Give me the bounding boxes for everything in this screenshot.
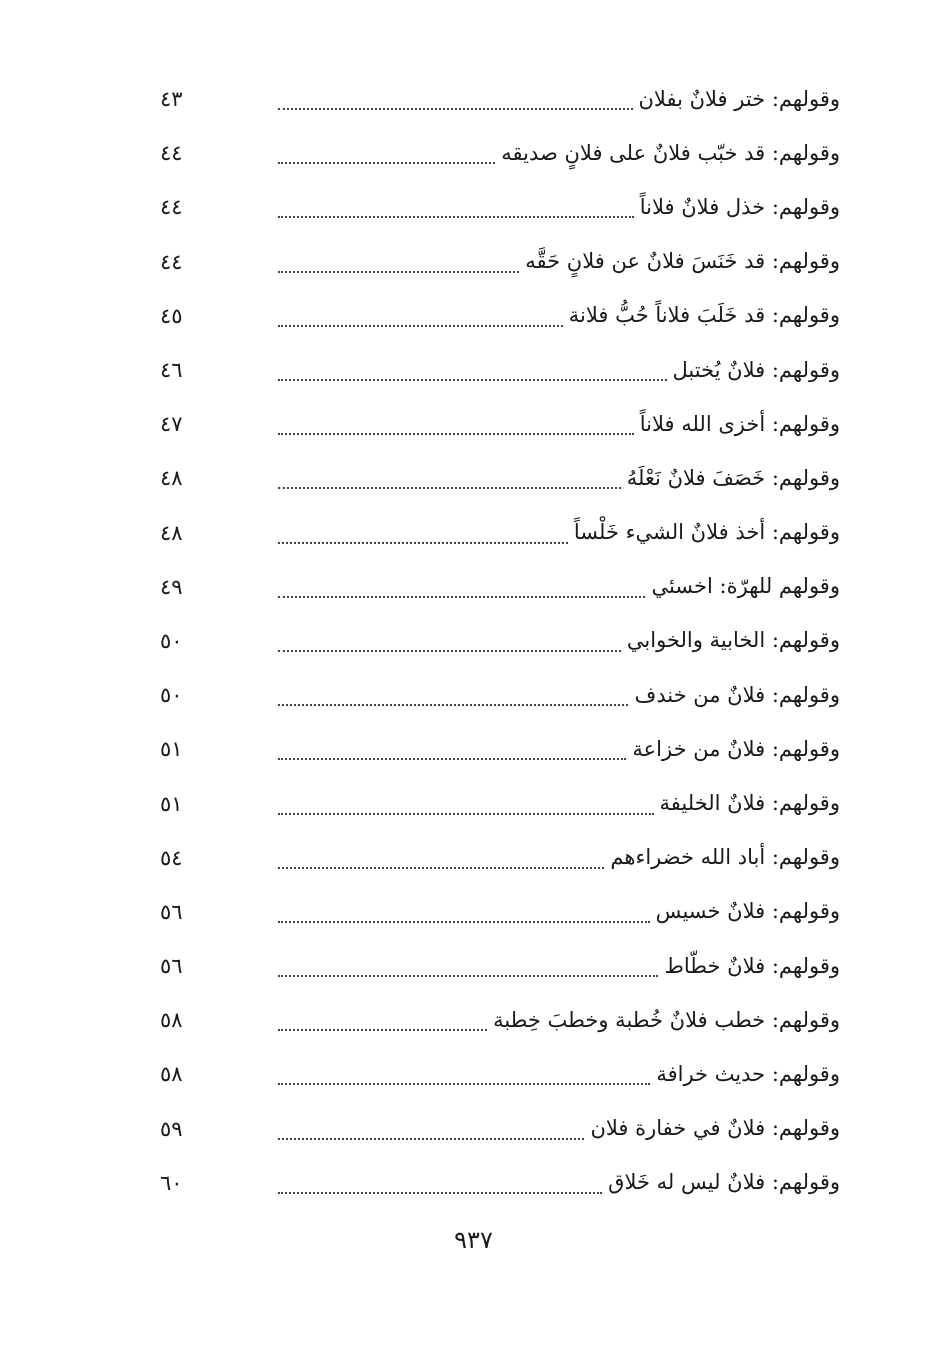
- toc-entry: [160, 831, 840, 885]
- toc-page-number: ٤٤: [160, 249, 183, 274]
- toc-page-number: ٤٤: [160, 195, 183, 220]
- toc-page-number: ٥٨: [160, 1062, 183, 1087]
- toc-entry-text: وقولهم: فلانٌ خطّاط: [664, 953, 840, 978]
- toc-entry-text: وقولهم: خَصَفَ فلانٌ نَعْلَهُ: [626, 465, 840, 490]
- toc-page-number: ٥١: [160, 791, 183, 816]
- toc-entry: [160, 668, 840, 722]
- toc-page-number: ٤٨: [160, 520, 183, 545]
- dotted-leader: [278, 1192, 602, 1194]
- dotted-leader: [278, 271, 519, 273]
- toc-entry: [160, 451, 840, 505]
- toc-entry: [160, 939, 840, 993]
- toc-page-number: ٥٦: [160, 899, 183, 924]
- toc-page-number: ٤٤: [160, 141, 183, 166]
- toc-page-number: ٥١: [160, 737, 183, 762]
- toc-entry: [160, 885, 840, 939]
- toc-entry-text: وقولهم: فلانٌ من خندف: [634, 682, 840, 707]
- dotted-leader: [278, 487, 621, 489]
- dotted-leader: [278, 704, 628, 706]
- dotted-leader: [278, 108, 633, 110]
- toc-entry: [160, 776, 840, 830]
- dotted-leader: [278, 975, 658, 977]
- toc-page-number: ٤٥: [160, 303, 183, 328]
- dotted-leader: [278, 542, 568, 544]
- toc-entry-text: وقولهم: فلانٌ من خزاعة: [632, 736, 840, 761]
- dotted-leader: [278, 921, 650, 923]
- toc-page-number: ٥٨: [160, 1008, 183, 1033]
- toc-entry: [160, 614, 840, 668]
- toc-page-number: ٥٠: [160, 683, 183, 708]
- toc-entry-text: وقولهم للهرّة: اخسئي: [651, 574, 840, 599]
- toc-entry-text: وقولهم: قد خبّب فلانٌ على فلانٍ صديقه: [501, 140, 840, 165]
- toc-page-number: ٤٣: [160, 87, 183, 112]
- toc-entry: [160, 993, 840, 1047]
- toc-entry-text: وقولهم: حديث خرافة: [656, 1061, 840, 1086]
- toc-entry-text: وقولهم: ختر فلانٌ بفلان: [638, 86, 840, 111]
- toc-entry-text: وقولهم: فلانٌ ليس له خَلاق: [608, 1170, 840, 1195]
- toc-entry: [160, 397, 840, 451]
- toc-page-number: ٥٩: [160, 1116, 183, 1141]
- toc-page-number: ٥٤: [160, 845, 183, 870]
- dotted-leader: [278, 325, 563, 327]
- toc-entry: [160, 72, 840, 126]
- dotted-leader: [278, 596, 645, 598]
- toc-entry: [160, 235, 840, 289]
- dotted-leader: [278, 867, 604, 869]
- dotted-leader: [278, 650, 621, 652]
- toc-entry-text: وقولهم: فلانٌ خسيس: [655, 899, 840, 924]
- toc-entry: [160, 560, 840, 614]
- toc-entry-text: وقولهم: قد خَلَبَ فلاناً حُبُّ فلانة: [568, 303, 840, 328]
- toc-entry-text: وقولهم: الخابية والخوابي: [626, 628, 840, 653]
- toc-entry: [160, 722, 840, 776]
- toc-entry-text: وقولهم: فلانٌ الخليفة: [659, 791, 840, 816]
- toc-entry: [160, 1156, 840, 1210]
- toc-entry-text: وقولهم: خطب فلانٌ خُطبة وخطبَ خِطبة: [493, 1007, 840, 1032]
- dotted-leader: [278, 216, 634, 218]
- dotted-leader: [278, 162, 495, 164]
- toc-entry: [160, 506, 840, 560]
- toc-entry: [160, 126, 840, 180]
- dotted-leader: [278, 758, 626, 760]
- dotted-leader: [278, 1083, 650, 1085]
- table-of-contents: [160, 72, 840, 1210]
- toc-entry: [160, 289, 840, 343]
- toc-entry: [160, 180, 840, 234]
- toc-entry: [160, 1047, 840, 1101]
- dotted-leader: [278, 433, 634, 435]
- toc-entry-text: وقولهم: قد خَنَسَ فلانٌ عن فلانٍ حَقَّه: [525, 249, 840, 274]
- toc-entry-text: وقولهم: فلانٌ في خفارة فلان: [590, 1116, 840, 1141]
- dotted-leader: [278, 1138, 584, 1140]
- toc-page-number: ٥٠: [160, 628, 183, 653]
- toc-page-number: ٤٧: [160, 412, 183, 437]
- page-number-footer: ٩٣٧: [454, 1226, 493, 1254]
- toc-entry: [160, 1102, 840, 1156]
- toc-page-number: ٤٦: [160, 358, 183, 383]
- toc-entry-text: وقولهم: أخذ فلانٌ الشيء خَلْساً: [573, 520, 840, 545]
- toc-page-number: ٦٠: [160, 1170, 183, 1195]
- toc-page-number: ٤٩: [160, 574, 183, 599]
- toc-entry-text: وقولهم: أخزى الله فلاناً: [639, 411, 840, 436]
- dotted-leader: [278, 813, 654, 815]
- dotted-leader: [278, 1029, 487, 1031]
- toc-entry-text: وقولهم: أباد الله خضراءهم: [610, 845, 840, 870]
- toc-entry-text: وقولهم: خذل فلانٌ فلاناً: [639, 194, 840, 219]
- toc-entry: [160, 343, 840, 397]
- toc-page-number: ٤٨: [160, 466, 183, 491]
- toc-page-number: ٥٦: [160, 954, 183, 979]
- toc-entry-text: وقولهم: فلانٌ يُختبل: [672, 357, 840, 382]
- dotted-leader: [278, 379, 667, 381]
